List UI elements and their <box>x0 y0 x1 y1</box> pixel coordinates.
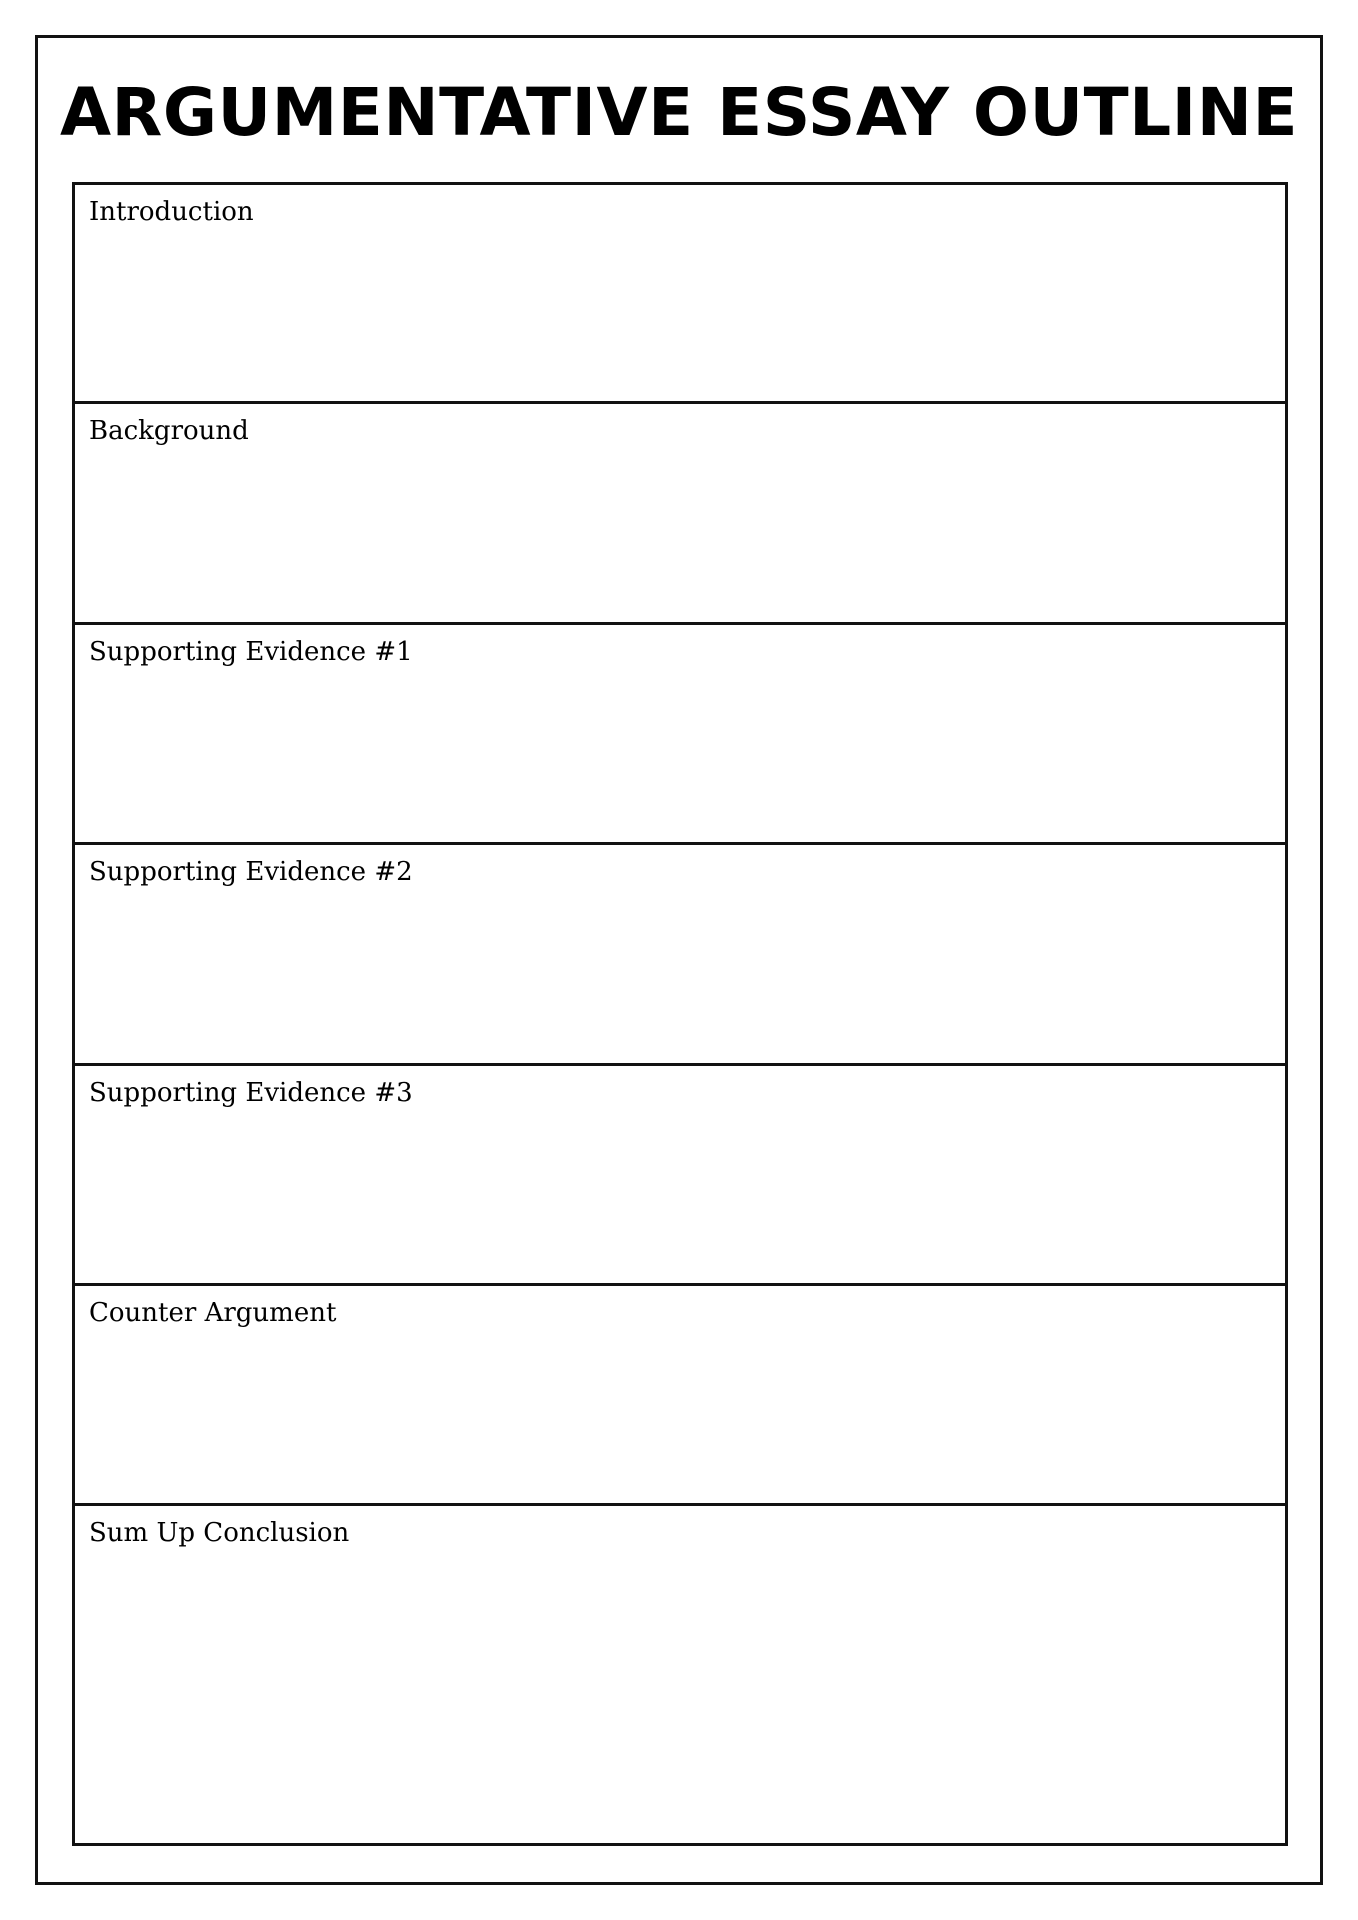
section-label: Supporting Evidence #3 <box>89 1078 413 1108</box>
section-label: Sum Up Conclusion <box>89 1518 350 1548</box>
section-background[interactable] <box>75 401 1285 622</box>
section-sum-up-conclusion[interactable] <box>75 1503 1285 1843</box>
section-label: Supporting Evidence #1 <box>89 637 413 667</box>
section-supporting-evidence-2[interactable] <box>75 842 1285 1063</box>
section-label: Supporting Evidence #2 <box>89 857 413 887</box>
page-title: ARGUMENTATIVE ESSAY OUTLINE <box>59 74 1299 151</box>
section-introduction[interactable] <box>75 185 1285 401</box>
section-label: Background <box>89 416 249 446</box>
section-label: Introduction <box>89 197 254 227</box>
section-counter-argument[interactable] <box>75 1283 1285 1503</box>
outline-table <box>72 182 1288 1846</box>
section-supporting-evidence-3[interactable] <box>75 1063 1285 1283</box>
section-label: Counter Argument <box>89 1298 337 1328</box>
section-supporting-evidence-1[interactable] <box>75 622 1285 842</box>
